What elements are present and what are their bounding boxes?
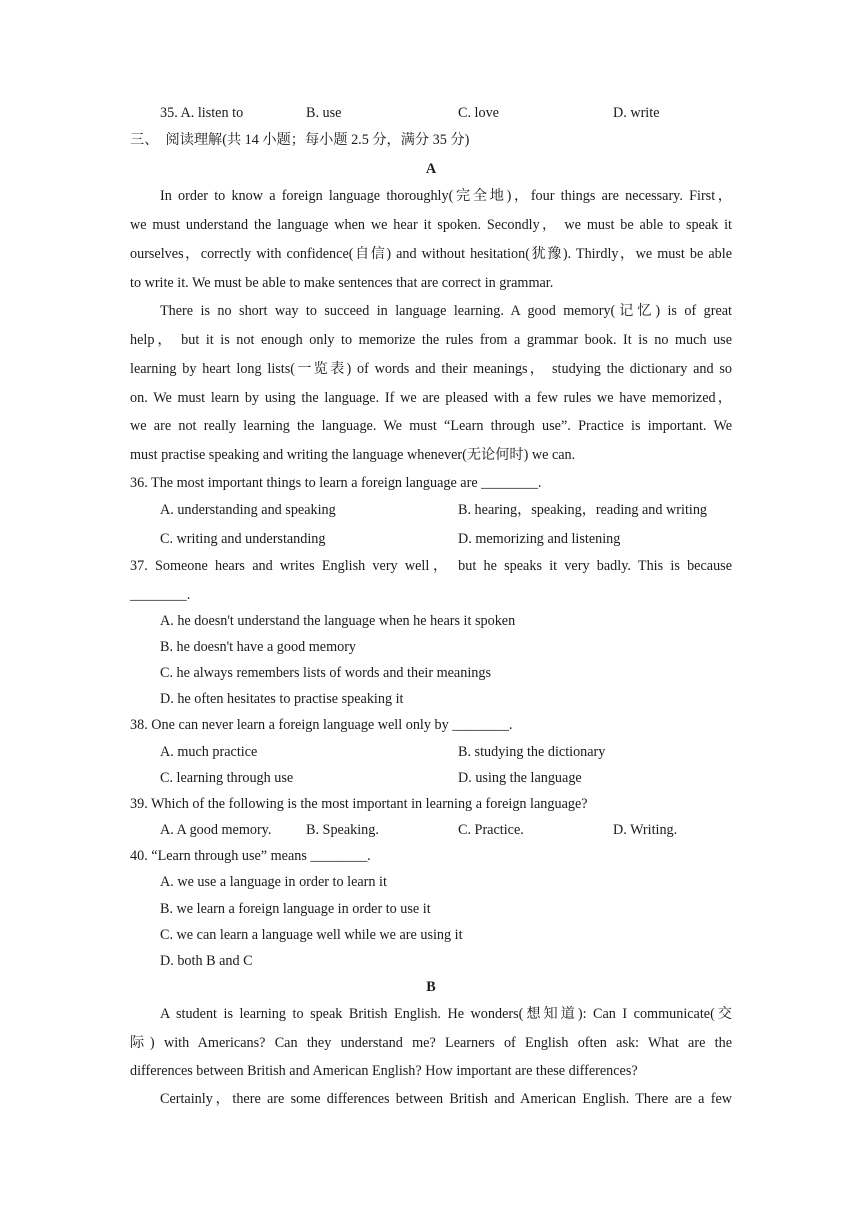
passage-a-line: we are not really learning the language. We must “Learn through use”. Practice is important. We: [130, 418, 732, 434]
passage-a-line: learning by heart long lists(一览表) of words and their meanings， studying the dictionary and so: [130, 361, 732, 377]
q35-option-b: B. use: [306, 105, 342, 121]
q39-stem: 39. Which of the following is the most important in learning a foreign language?: [130, 796, 588, 812]
q40-stem: 40. “Learn through use” means ________.: [130, 848, 371, 864]
passage-a-line: we must understand the language when we hear it spoken. Secondly， we must be able to speak it: [130, 217, 732, 233]
q39-option-d: D. Writing.: [613, 822, 678, 838]
passage-a-line: In order to know a foreign language thoroughly(完全地)，four things are necessary. First，: [160, 188, 732, 204]
passage-a-label: A: [425, 161, 437, 177]
q36-option-b: B. hearing，speaking，reading and writing: [458, 502, 708, 518]
passage-b-line: 际) with Americans? Can they understand me? Learners of English often ask: What are the: [130, 1035, 732, 1051]
section-heading: 三、 阅读理解(共 14 小题；每小题 2.5 分，满分 35 分): [130, 132, 470, 148]
q39-option-c: C. Practice.: [458, 822, 524, 838]
passage-b-line: Certainly，there are some differences between British and American English. There are a few: [160, 1091, 732, 1107]
q39-option-b: B. Speaking.: [306, 822, 379, 838]
q37-option-a: A. he doesn't understand the language when he hears it spoken: [160, 613, 516, 629]
passage-a-line: to write it. We must be able to make sentences that are correct in grammar.: [130, 275, 554, 291]
q38-option-c: C. learning through use: [160, 770, 294, 786]
q35-option-a: 35. A. listen to: [160, 105, 244, 121]
passage-a-line: on. We must learn by using the language. If we are pleased with a few rules we have memorized，: [130, 390, 732, 406]
q35-option-d: D. write: [613, 105, 660, 121]
passage-a-line: There is no short way to succeed in language learning. A good memory(记忆) is of great: [160, 303, 732, 319]
q37-stem: 37. Someone hears and writes English very well， but he speaks it very badly. This is because: [130, 558, 732, 574]
q37-option-c: C. he always remembers lists of words and their meanings: [160, 665, 491, 681]
q40-option-a: A. we use a language in order to learn it: [160, 874, 387, 890]
passage-a-line: ourselves，correctly with confidence(自信) and without hesitation(犹豫). Thirdly，we must be able: [130, 246, 732, 262]
q39-option-a: A. A good memory.: [160, 822, 272, 838]
q40-option-d: D. both B and C: [160, 953, 253, 969]
q37-option-b: B. he doesn't have a good memory: [160, 639, 357, 655]
q38-option-d: D. using the language: [458, 770, 582, 786]
q37-option-d: D. he often hesitates to practise speaking it: [160, 691, 404, 707]
q37-stem-blank: ________.: [130, 587, 191, 603]
passage-b-line: A student is learning to speak British English. He wonders(想知道): Can I communicate(交: [160, 1006, 732, 1022]
q38-option-b: B. studying the dictionary: [458, 744, 606, 760]
q40-option-b: B. we learn a foreign language in order to use it: [160, 901, 431, 917]
passage-a-line: must practise speaking and writing the language whenever(无论何时) we can.: [130, 447, 576, 463]
passage-b-line: differences between British and American English? How important are these differences?: [130, 1063, 638, 1079]
q35-option-c: C. love: [458, 105, 499, 121]
q36-option-d: D. memorizing and listening: [458, 531, 621, 547]
q40-option-c: C. we can learn a language well while we are using it: [160, 927, 463, 943]
passage-a-line: help， but it is not enough only to memorize the rules from a grammar book. It is no much use: [130, 332, 732, 348]
q38-option-a: A. much practice: [160, 744, 258, 760]
passage-b-label: B: [426, 979, 436, 995]
q38-stem: 38. One can never learn a foreign language well only by ________.: [130, 717, 513, 733]
q36-option-a: A. understanding and speaking: [160, 502, 336, 518]
q36-option-c: C. writing and understanding: [160, 531, 326, 547]
q36-stem: 36. The most important things to learn a foreign language are ________.: [130, 475, 542, 491]
